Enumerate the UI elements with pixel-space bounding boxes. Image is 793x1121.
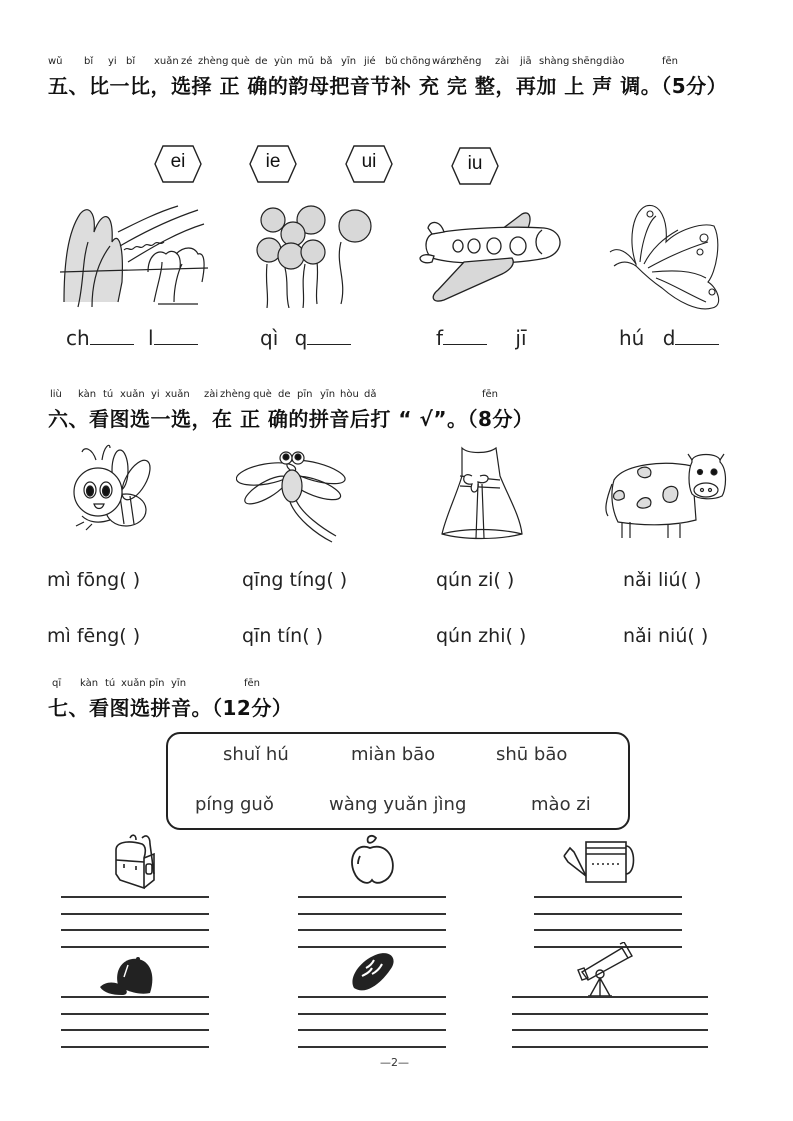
pinyin-syllable: yīn bbox=[320, 389, 336, 400]
balloons-picture bbox=[255, 204, 375, 312]
word-shuihu: shuǐ hú bbox=[223, 744, 289, 765]
blank-5[interactable] bbox=[675, 327, 719, 345]
pinyin-syllable: yīn bbox=[171, 678, 187, 689]
word-shubao: shū bāo bbox=[496, 744, 568, 765]
writing-lines-bread[interactable] bbox=[298, 996, 446, 1062]
pinyin-syllable: liù bbox=[50, 389, 62, 400]
pinyin-syllable: zé bbox=[181, 56, 193, 67]
pinyin-syllable: chōng bbox=[400, 56, 431, 67]
pinyin-syllable: xuǎn bbox=[165, 389, 190, 400]
pinyin-syllable: kàn bbox=[80, 678, 99, 689]
section7-title: 七、看图选拼音。（12分） bbox=[48, 696, 293, 720]
pinyin-syllable: zài bbox=[495, 56, 510, 67]
pinyin-syllable: yi bbox=[151, 389, 160, 400]
word-mianbao: miàn bāo bbox=[351, 744, 436, 765]
pinyin-syllable: de bbox=[255, 56, 268, 67]
willow-trees-picture bbox=[58, 202, 208, 314]
apple-picture bbox=[348, 834, 396, 892]
word-maozi: mào zi bbox=[531, 794, 591, 815]
pinyin-syllable: de bbox=[278, 389, 291, 400]
pinyin-syllable: xuǎn bbox=[154, 56, 179, 67]
option-dress-a[interactable]: qún zi( ) bbox=[436, 569, 515, 591]
airplane-picture bbox=[418, 206, 566, 306]
option-cow-a[interactable]: nǎi liú( ) bbox=[623, 569, 702, 591]
final-option-ui: ui bbox=[344, 144, 394, 184]
pinyin-syllable: yīn bbox=[341, 56, 357, 67]
writing-lines-schoolbag[interactable] bbox=[61, 896, 209, 962]
pinyin-syllable: bǎ bbox=[320, 56, 333, 67]
pinyin-syllable: pīn bbox=[149, 678, 165, 689]
option-dragonfly-a[interactable]: qīng tíng( ) bbox=[242, 569, 348, 591]
page-number: —2— bbox=[380, 1056, 409, 1069]
pinyin-syllable: mǔ bbox=[298, 56, 315, 67]
option-bee-a[interactable]: mì fōng( ) bbox=[47, 569, 141, 591]
section7-heading bbox=[48, 678, 448, 718]
word-wangyuanjing: wàng yuǎn jìng bbox=[329, 794, 467, 815]
pinyin-syllable: fēn bbox=[662, 56, 679, 67]
final-option-ei: ei bbox=[153, 144, 203, 184]
writing-lines-telescope[interactable] bbox=[512, 996, 708, 1062]
pinyin-syllable: dǎ bbox=[364, 389, 377, 400]
pinyin-syllable: fēn bbox=[482, 389, 499, 400]
pinyin-syllable: jiā bbox=[520, 56, 532, 67]
pinyin-syllable: xuǎn bbox=[121, 678, 146, 689]
pinyin-syllable: wǔ bbox=[48, 56, 63, 67]
pinyin-syllable: bǔ bbox=[385, 56, 398, 67]
section5-title: 五、比一比，选择 正 确的韵母把音节补 充 完 整，再加 上 声 调。（5分） bbox=[48, 74, 728, 98]
pinyin-syllable: fēn bbox=[244, 678, 261, 689]
final-option-iu: iu bbox=[450, 146, 500, 186]
word-bank bbox=[166, 732, 630, 830]
final-option-ie: ie bbox=[248, 144, 298, 184]
writing-lines-cap[interactable] bbox=[61, 996, 209, 1062]
cow-picture bbox=[604, 450, 734, 546]
pinyin-syllable: bǐ bbox=[84, 56, 94, 67]
blank-3[interactable] bbox=[307, 327, 351, 345]
pinyin-syllable: qī bbox=[52, 678, 62, 689]
pinyin-syllable: wán bbox=[432, 56, 453, 67]
pinyin-syllable: xuǎn bbox=[120, 389, 145, 400]
option-dragonfly-b[interactable]: qīn tín( ) bbox=[242, 625, 324, 647]
cap-picture bbox=[98, 955, 160, 1001]
pinyin-syllable: zhěng bbox=[451, 56, 482, 67]
blank-4[interactable] bbox=[443, 327, 487, 345]
bread-picture bbox=[348, 952, 396, 998]
pinyin-syllable: zài bbox=[204, 389, 219, 400]
answer-airplane: f jī bbox=[436, 326, 527, 350]
pinyin-syllable: jié bbox=[364, 56, 376, 67]
pinyin-syllable: pīn bbox=[297, 389, 313, 400]
blank-2[interactable] bbox=[154, 327, 198, 345]
pinyin-syllable: què bbox=[253, 389, 272, 400]
section6-title: 六、看图选一选，在 正 确的拼音后打 “ √”。（8分） bbox=[48, 407, 534, 431]
pinyin-syllable: què bbox=[231, 56, 250, 67]
pinyin-syllable: tú bbox=[103, 389, 114, 400]
pinyin-syllable: tú bbox=[105, 678, 116, 689]
answer-willow: ch l bbox=[66, 326, 198, 350]
answer-butterfly: hú d bbox=[619, 326, 719, 350]
pinyin-syllable: zhèng bbox=[198, 56, 229, 67]
pinyin-syllable: zhèng bbox=[220, 389, 251, 400]
dress-picture bbox=[438, 446, 524, 546]
pinyin-syllable: diào bbox=[603, 56, 625, 67]
telescope-picture bbox=[576, 942, 636, 1002]
schoolbag-picture bbox=[112, 834, 160, 896]
section5-heading bbox=[48, 56, 748, 96]
butterfly-picture bbox=[608, 202, 726, 316]
dragonfly-picture bbox=[236, 448, 350, 548]
pinyin-syllable: hòu bbox=[340, 389, 359, 400]
bee-picture bbox=[70, 440, 152, 544]
pinyin-syllable: shēng bbox=[572, 56, 603, 67]
pinyin-syllable: kàn bbox=[78, 389, 97, 400]
option-dress-b[interactable]: qún zhi( ) bbox=[436, 625, 527, 647]
pinyin-syllable: bǐ bbox=[126, 56, 136, 67]
word-pingguo: píng guǒ bbox=[195, 794, 274, 815]
watering-can-picture bbox=[562, 838, 636, 890]
pinyin-syllable: yi bbox=[108, 56, 117, 67]
option-cow-b[interactable]: nǎi niú( ) bbox=[623, 625, 709, 647]
answer-balloons: qì q bbox=[260, 326, 351, 350]
pinyin-syllable: shàng bbox=[539, 56, 570, 67]
section6-heading bbox=[48, 389, 748, 429]
option-bee-b[interactable]: mì fēng( ) bbox=[47, 625, 141, 647]
pinyin-syllable: yùn bbox=[274, 56, 293, 67]
blank-1[interactable] bbox=[90, 327, 134, 345]
